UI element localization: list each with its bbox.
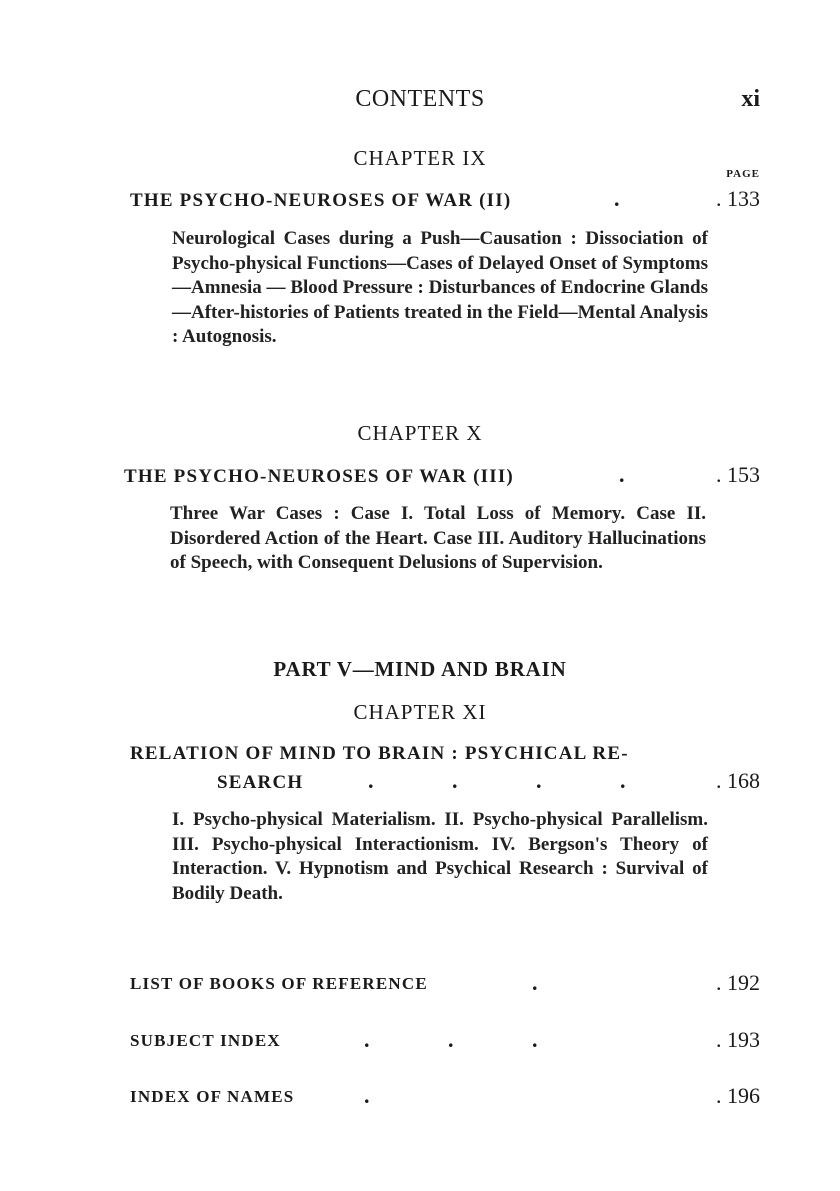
chapter-heading: CHAPTER IX (353, 146, 487, 170)
leader-dot: . (536, 768, 542, 793)
entry-page-number: . 168 (716, 768, 760, 793)
chapter-summary (170, 502, 706, 576)
entry-title-line1: RELATION OF MIND TO BRAIN : PSYCHICAL RE- (130, 743, 629, 764)
entry-title: SUBJECT INDEX (130, 1031, 281, 1050)
summary-text: Three War Cases : Case I. Total Loss of Memory. Case II. Disordered Action of the Heart. Case III. Auditory Hallucinations of Speech, with Consequent Delusions of Supervision. (170, 503, 706, 573)
leader-dot: . (364, 1027, 370, 1052)
entry-page-number: . 192 (716, 970, 760, 995)
entry-page-number: . 196 (716, 1083, 760, 1108)
page-folio: xi (741, 86, 760, 112)
page-column-label: PAGE (726, 168, 760, 180)
summary-text: I. Psycho-physical Materialism. II. Psycho-physical Parallelism. III. Psycho-physical Interactionism. IV. Bergson's Theory of Interaction. V. Hypnotism and Psychical Research : Survival of Bodily Death. (172, 809, 708, 904)
leader-dot: . (364, 1083, 370, 1108)
entry-title-line2: SEARCH (217, 772, 304, 793)
part-heading: PART V—MIND AND BRAIN (273, 657, 567, 681)
chapter-summary (172, 808, 708, 906)
chapter-heading: CHAPTER XI (353, 700, 487, 724)
entry-title: LIST OF BOOKS OF REFERENCE (130, 974, 428, 993)
entry-page-number: . 133 (716, 186, 760, 211)
running-title: CONTENTS (355, 86, 485, 112)
leader-dot: . (614, 186, 620, 211)
entry-title: INDEX OF NAMES (130, 1087, 295, 1106)
summary-text: Neurological Cases during a Push—Causation : Dissociation of Psycho-physical Functions—Cases of Delayed Onset of Symptoms—Amnesia — Blood Pressure : Disturbances of Endocrine Glands—After-histories of Patients treated in the Field—Mental Analysis : Autognosis. (172, 228, 708, 347)
chapter-heading: CHAPTER X (357, 421, 483, 445)
entry-page-number: . 153 (716, 462, 760, 487)
leader-dot: . (448, 1027, 454, 1052)
chapter-summary (172, 227, 708, 350)
entry-title: THE PSYCHO-NEUROSES OF WAR (II) (130, 190, 512, 211)
leader-dot: . (532, 1027, 538, 1052)
leader-dot: . (368, 768, 374, 793)
entry-page-number: . 193 (716, 1027, 760, 1052)
leader-dot: . (532, 970, 538, 995)
entry-title: THE PSYCHO-NEUROSES OF WAR (III) (124, 466, 514, 487)
leader-dot: . (619, 462, 625, 487)
leader-dot: . (620, 768, 626, 793)
leader-dot: . (452, 768, 458, 793)
